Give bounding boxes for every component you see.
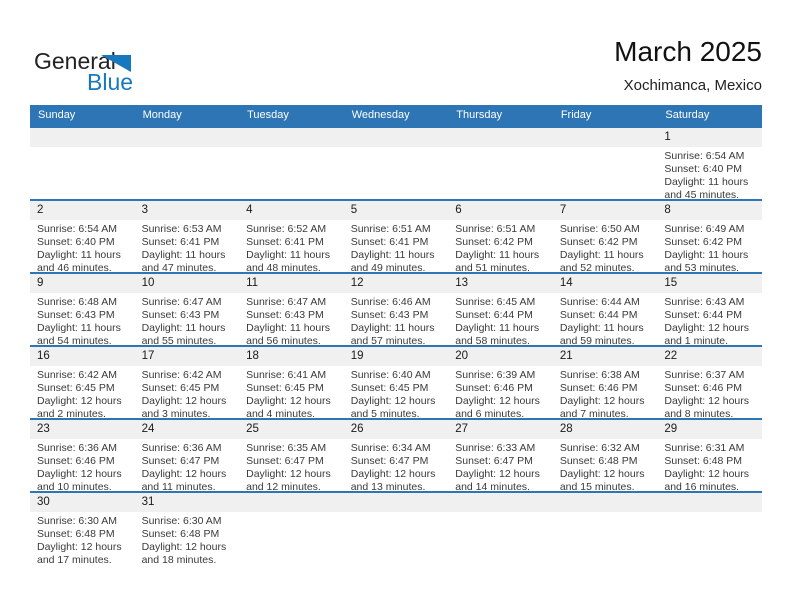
day-sunset: Sunset: 6:41 PM	[350, 236, 429, 248]
day-cell	[135, 420, 240, 491]
day-number: 2	[37, 204, 44, 216]
day-sunset: Sunset: 6:43 PM	[37, 309, 115, 321]
day-cell	[553, 201, 658, 272]
weekday-saturday: Saturday	[665, 109, 710, 121]
day-cell	[344, 420, 449, 491]
week-row	[30, 418, 762, 491]
day-cell	[553, 274, 658, 345]
day-daylight: Daylight: 12 hours and 4 minutes.	[246, 395, 331, 418]
day-sunrise: Sunrise: 6:41 AM	[246, 369, 327, 381]
day-sunset: Sunset: 6:43 PM	[350, 309, 429, 321]
weekday-sunday: Sunday	[38, 109, 76, 121]
day-sunrise: Sunrise: 6:53 AM	[141, 223, 222, 235]
day-daylight: Daylight: 11 hours and 53 minutes.	[664, 249, 749, 272]
empty-day-cell	[448, 128, 553, 199]
empty-day-cell	[657, 493, 762, 564]
day-sunset: Sunset: 6:46 PM	[664, 382, 743, 394]
empty-day-cell	[30, 128, 135, 199]
empty-day-cell	[239, 493, 344, 564]
day-info	[664, 220, 758, 272]
day-info	[664, 366, 758, 418]
day-number: 16	[37, 350, 50, 362]
day-number: 4	[246, 204, 253, 216]
day-number: 23	[37, 423, 50, 435]
day-info	[142, 220, 236, 272]
day-daylight: Daylight: 12 hours and 1 minute.	[664, 322, 750, 345]
day-info	[37, 439, 131, 491]
day-cell	[657, 201, 762, 272]
week-row	[30, 199, 762, 272]
day-cell	[657, 128, 762, 199]
day-sunset: Sunset: 6:43 PM	[246, 309, 324, 321]
day-sunrise: Sunrise: 6:44 AM	[559, 296, 640, 308]
day-daylight: Daylight: 12 hours and 8 minutes.	[664, 395, 750, 418]
day-sunset: Sunset: 6:47 PM	[455, 455, 533, 467]
day-info	[37, 293, 131, 345]
day-daylight: Daylight: 11 hours and 48 minutes.	[246, 249, 330, 272]
day-daylight: Daylight: 12 hours and 10 minutes.	[37, 468, 122, 491]
day-sunrise: Sunrise: 6:52 AM	[246, 223, 327, 235]
calendar-table	[30, 105, 762, 564]
day-daylight: Daylight: 11 hours and 57 minutes.	[350, 322, 435, 345]
day-daylight: Daylight: 12 hours and 14 minutes.	[455, 468, 540, 491]
day-daylight: Daylight: 11 hours and 54 minutes.	[37, 322, 121, 345]
day-info	[246, 293, 340, 345]
day-daylight: Daylight: 11 hours and 46 minutes.	[37, 249, 121, 272]
day-cell	[657, 274, 762, 345]
empty-day-cell	[135, 128, 240, 199]
day-info	[351, 293, 445, 345]
day-daylight: Daylight: 12 hours and 5 minutes.	[350, 395, 436, 418]
day-cell	[30, 420, 135, 491]
day-daylight: Daylight: 12 hours and 7 minutes.	[559, 395, 645, 418]
day-info	[37, 512, 131, 564]
day-info	[560, 439, 654, 491]
day-daylight: Daylight: 11 hours and 59 minutes.	[559, 322, 644, 345]
day-info	[142, 439, 236, 491]
day-sunrise: Sunrise: 6:42 AM	[141, 369, 222, 381]
day-cell	[448, 274, 553, 345]
day-sunset: Sunset: 6:46 PM	[559, 382, 638, 394]
day-sunset: Sunset: 6:47 PM	[246, 455, 324, 467]
day-info	[455, 220, 549, 272]
day-number: 19	[350, 350, 364, 362]
day-number: 26	[350, 423, 364, 435]
week-row	[30, 272, 762, 345]
day-cell	[344, 274, 449, 345]
day-info	[664, 439, 758, 491]
day-number: 13	[455, 277, 469, 289]
day-sunrise: Sunrise: 6:45 AM	[455, 296, 536, 308]
day-cell	[344, 201, 449, 272]
day-info	[246, 366, 340, 418]
day-sunrise: Sunrise: 6:43 AM	[664, 296, 745, 308]
day-cell	[135, 347, 240, 418]
day-daylight: Daylight: 11 hours and 56 minutes.	[246, 322, 330, 345]
day-cell	[239, 420, 344, 491]
day-number: 31	[141, 496, 155, 508]
day-daylight: Daylight: 12 hours and 17 minutes.	[37, 541, 122, 564]
day-cell	[30, 347, 135, 418]
day-sunrise: Sunrise: 6:39 AM	[455, 369, 536, 381]
day-daylight: Daylight: 12 hours and 18 minutes.	[141, 541, 227, 564]
day-info	[351, 220, 445, 272]
day-info	[664, 293, 758, 345]
weekday-wednesday: Wednesday	[351, 109, 410, 121]
day-sunset: Sunset: 6:44 PM	[559, 309, 638, 321]
day-sunrise: Sunrise: 6:30 AM	[37, 515, 117, 527]
day-number: 14	[559, 277, 573, 289]
day-number: 22	[664, 350, 678, 362]
day-sunset: Sunset: 6:43 PM	[141, 309, 220, 321]
general-blue-logo	[34, 48, 184, 96]
weekday-row	[30, 105, 762, 126]
day-sunset: Sunset: 6:45 PM	[350, 382, 429, 394]
day-daylight: Daylight: 12 hours and 16 minutes.	[664, 468, 750, 491]
day-sunrise: Sunrise: 6:31 AM	[664, 442, 745, 454]
day-number: 9	[37, 277, 44, 289]
day-cell	[30, 493, 135, 564]
day-daylight: Daylight: 11 hours and 58 minutes.	[455, 322, 540, 345]
empty-day-cell	[344, 128, 449, 199]
day-cell	[239, 201, 344, 272]
day-cell	[239, 347, 344, 418]
day-daylight: Daylight: 11 hours and 51 minutes.	[455, 249, 540, 272]
day-number: 12	[350, 277, 364, 289]
empty-day-cell	[448, 493, 553, 564]
day-sunrise: Sunrise: 6:38 AM	[559, 369, 640, 381]
week-row	[30, 126, 762, 199]
day-info	[142, 366, 236, 418]
day-cell	[657, 347, 762, 418]
empty-day-cell	[239, 128, 344, 199]
day-sunrise: Sunrise: 6:46 AM	[350, 296, 431, 308]
empty-day-cell	[553, 493, 658, 564]
day-sunrise: Sunrise: 6:37 AM	[664, 369, 745, 381]
day-sunrise: Sunrise: 6:33 AM	[455, 442, 536, 454]
day-sunrise: Sunrise: 6:47 AM	[141, 296, 222, 308]
day-sunset: Sunset: 6:48 PM	[37, 528, 115, 540]
day-sunrise: Sunrise: 6:50 AM	[559, 223, 640, 235]
logo-word-blue: Blue	[87, 69, 134, 95]
day-daylight: Daylight: 12 hours and 3 minutes.	[141, 395, 227, 418]
day-sunrise: Sunrise: 6:32 AM	[559, 442, 640, 454]
day-info	[37, 220, 131, 272]
day-cell	[448, 420, 553, 491]
day-cell	[135, 493, 240, 564]
day-sunset: Sunset: 6:41 PM	[246, 236, 324, 248]
day-number: 3	[141, 204, 148, 216]
day-sunrise: Sunrise: 6:49 AM	[664, 223, 745, 235]
day-info	[351, 366, 445, 418]
day-sunset: Sunset: 6:44 PM	[455, 309, 533, 321]
day-sunset: Sunset: 6:44 PM	[664, 309, 743, 321]
logo-word-general: General	[34, 48, 116, 74]
day-daylight: Daylight: 12 hours and 2 minutes.	[37, 395, 122, 418]
day-sunset: Sunset: 6:45 PM	[37, 382, 115, 394]
day-sunset: Sunset: 6:48 PM	[141, 528, 220, 540]
day-number: 7	[559, 204, 567, 216]
day-sunrise: Sunrise: 6:35 AM	[246, 442, 327, 454]
day-cell	[135, 201, 240, 272]
week-row	[30, 345, 762, 418]
day-sunrise: Sunrise: 6:51 AM	[455, 223, 536, 235]
day-sunrise: Sunrise: 6:51 AM	[350, 223, 431, 235]
day-sunset: Sunset: 6:48 PM	[664, 455, 743, 467]
day-number: 6	[455, 204, 462, 216]
weekday-thursday: Thursday	[456, 109, 503, 121]
day-number: 10	[141, 277, 155, 289]
day-sunset: Sunset: 6:45 PM	[246, 382, 324, 394]
day-sunrise: Sunrise: 6:34 AM	[350, 442, 431, 454]
day-daylight: Daylight: 12 hours and 6 minutes.	[455, 395, 540, 418]
calendar-grid	[30, 126, 762, 564]
day-number: 15	[664, 277, 678, 289]
day-info	[351, 439, 445, 491]
weekday-friday: Friday	[560, 109, 592, 121]
day-daylight: Daylight: 12 hours and 15 minutes.	[559, 468, 645, 491]
day-cell	[448, 347, 553, 418]
location-subtitle: Xochimanca, Mexico	[623, 77, 762, 94]
day-daylight: Daylight: 12 hours and 11 minutes.	[141, 468, 227, 491]
day-daylight: Daylight: 12 hours and 13 minutes.	[350, 468, 436, 491]
day-number: 5	[350, 204, 358, 216]
day-info	[664, 147, 758, 199]
day-info	[246, 220, 340, 272]
day-cell	[657, 420, 762, 491]
day-sunset: Sunset: 6:46 PM	[455, 382, 533, 394]
day-cell	[30, 274, 135, 345]
day-number: 21	[559, 350, 573, 362]
day-info	[455, 366, 549, 418]
day-sunrise: Sunrise: 6:47 AM	[246, 296, 327, 308]
day-sunrise: Sunrise: 6:40 AM	[350, 369, 431, 381]
day-info	[560, 366, 654, 418]
day-cell	[135, 274, 240, 345]
day-number: 8	[664, 204, 671, 216]
day-number: 30	[37, 496, 50, 508]
day-sunset: Sunset: 6:47 PM	[350, 455, 429, 467]
day-sunset: Sunset: 6:42 PM	[455, 236, 533, 248]
day-number: 17	[141, 350, 155, 362]
day-number: 29	[664, 423, 678, 435]
day-sunset: Sunset: 6:47 PM	[141, 455, 220, 467]
day-sunset: Sunset: 6:41 PM	[141, 236, 220, 248]
day-sunset: Sunset: 6:45 PM	[141, 382, 220, 394]
day-sunset: Sunset: 6:40 PM	[37, 236, 115, 248]
day-cell	[239, 274, 344, 345]
day-daylight: Daylight: 11 hours and 52 minutes.	[559, 249, 644, 272]
day-number: 24	[141, 423, 155, 435]
day-sunset: Sunset: 6:48 PM	[559, 455, 638, 467]
day-number: 18	[246, 350, 259, 362]
day-info	[246, 439, 340, 491]
day-daylight: Daylight: 11 hours and 47 minutes.	[141, 249, 226, 272]
day-daylight: Daylight: 12 hours and 12 minutes.	[246, 468, 331, 491]
day-number: 1	[664, 131, 671, 143]
day-cell	[553, 347, 658, 418]
day-info	[560, 220, 654, 272]
day-info	[560, 293, 654, 345]
week-row	[30, 491, 762, 564]
day-sunset: Sunset: 6:42 PM	[559, 236, 638, 248]
day-info	[37, 366, 131, 418]
day-sunrise: Sunrise: 6:30 AM	[141, 515, 222, 527]
weekday-tuesday: Tuesday	[247, 109, 289, 121]
day-sunrise: Sunrise: 6:36 AM	[141, 442, 222, 454]
day-cell	[448, 201, 553, 272]
day-number: 20	[455, 350, 469, 362]
day-number: 27	[455, 423, 469, 435]
day-info	[142, 293, 236, 345]
day-number: 11	[246, 277, 259, 289]
day-info	[142, 512, 236, 564]
day-sunset: Sunset: 6:46 PM	[37, 455, 115, 467]
day-sunrise: Sunrise: 6:36 AM	[37, 442, 117, 454]
day-info	[455, 293, 549, 345]
page-title: March 2025	[614, 36, 762, 67]
weekday-monday: Monday	[142, 109, 182, 121]
day-sunset: Sunset: 6:42 PM	[664, 236, 743, 248]
day-sunrise: Sunrise: 6:54 AM	[37, 223, 117, 235]
day-info	[455, 439, 549, 491]
day-sunrise: Sunrise: 6:54 AM	[664, 150, 745, 162]
day-sunrise: Sunrise: 6:42 AM	[37, 369, 117, 381]
day-cell	[344, 347, 449, 418]
day-daylight: Daylight: 11 hours and 55 minutes.	[141, 322, 226, 345]
day-number: 28	[559, 423, 573, 435]
day-cell	[30, 201, 135, 272]
day-sunset: Sunset: 6:40 PM	[664, 163, 743, 175]
day-sunrise: Sunrise: 6:48 AM	[37, 296, 117, 308]
day-daylight: Daylight: 11 hours and 49 minutes.	[350, 249, 435, 272]
day-daylight: Daylight: 11 hours and 45 minutes.	[664, 176, 749, 199]
day-cell	[553, 420, 658, 491]
empty-day-cell	[344, 493, 449, 564]
day-number: 25	[246, 423, 259, 435]
empty-day-cell	[553, 128, 658, 199]
